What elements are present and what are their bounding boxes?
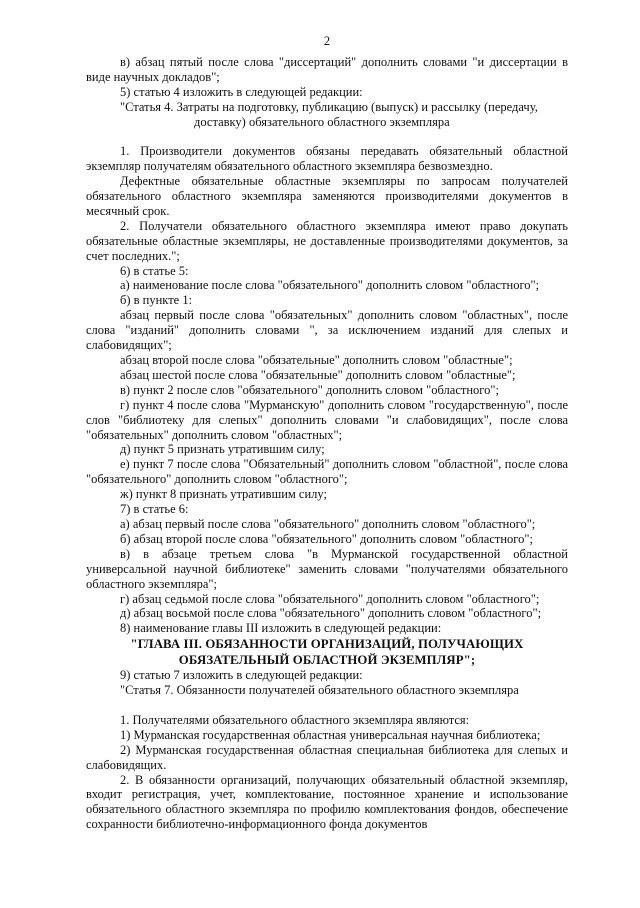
paragraph-item-5: 5) статью 4 изложить в следующей редакции: (120, 84, 363, 99)
paragraph-7g: г) абзац седьмой после слова "обязательного" дополнить словом "областного"; (120, 591, 540, 606)
article-4-clause-2: 2. Получатели обязательного областного экземпляра имеют право докупать обязательные областные экземпляры, не доставленные производителями документов, за счет последних."; (86, 218, 568, 263)
article-7-clause-2: 2. В обязанности организаций, получающих обязательный областной экземпляр, входит регистрация, учет, комплектование, постоянное хранение и использование обязательного областного экземпляра по профилю комплектования фондов, обеспечение сохранности библиотечно-информационного фонда документов (86, 772, 568, 832)
paragraph-6a: а) наименование после слова "обязательного" дополнить словом "областного"; (120, 278, 540, 293)
article-4-defective-copies: Дефектные обязательные областные экземпляры по запросам получателей обязательного областного экземпляра заменяются производителями документов в месячный срок. (86, 174, 568, 218)
paragraph-7d: д) абзац восьмой после слова "обязательного" дополнить словом "областного"; (120, 606, 542, 621)
article-7-recipient-1: 1) Мурманская государственная областная универсальная научная библиотека; (120, 727, 541, 742)
article-4-title-line-1: "Статья 4. Затраты на подготовку, публикацию (выпуск) и рассылку (передачу, (120, 99, 538, 114)
paragraph-item-9: 9) статью 7 изложить в следующей редакции: (120, 668, 363, 683)
paragraph-7a: а) абзац первый после слова "обязательного" дополнить словом "областного"; (120, 516, 536, 531)
article-4-title (86, 100, 568, 130)
article-7-recipient-2: 2) Мурманская государственная областная специальная библиотека для слепых и слабовидящих. (86, 742, 568, 772)
article-7-title: "Статья 7. Обязанности получателей обязательного областного экземпляра (120, 683, 519, 698)
paragraph-7v: в) в абзаце третьем слова "в Мурманской государственной областной универсальной научной библиотеке" заменить словами "получателями обязательного областного экземпляра"; (86, 546, 568, 591)
paragraph-item-6: 6) в статье 5: (120, 263, 189, 278)
paragraph-item-8: 8) наименование главы III изложить в следующей редакции: (120, 621, 442, 636)
paragraph-3v: в) абзац пятый после слова "диссертаций" дополнить словами "и диссертации в виде научных докладов"; (86, 54, 568, 84)
paragraph-item-7: 7) в статье 6: (120, 502, 189, 517)
paragraph-6b-second: абзац второй после слова "обязательные" дополнить словом "областные"; (120, 353, 513, 368)
article-4-title-line-2: доставку) обязательного областного экземпляра (194, 114, 450, 129)
paragraph-6b-first: абзац первый после слова "обязательных" дополнить словом "областных", после слова "изданий" дополнить словами ", за исключением изданий для слепых и слабовидящих"; (86, 308, 568, 353)
chapter-3-heading: "ГЛАВА III. ОБЯЗАННОСТИ ОРГАНИЗАЦИЙ, ПОЛУЧАЮЩИХ ОБЯЗАТЕЛЬНЫЙ ОБЛАСТНОЙ ЭКЗЕМПЛЯР"; (130, 637, 524, 668)
paragraph-6zh: ж) пункт 8 признать утратившим силу; (120, 487, 327, 502)
paragraph-6b-sixth: абзац шестой после слова "обязательные" дополнить словом "областные"; (120, 367, 516, 382)
paragraph-6b: б) в пункте 1: (120, 293, 193, 308)
paragraph-7b: б) абзац второй после слова "обязательного" дополнить словом "областного"; (120, 531, 533, 546)
article-4-clause-1: 1. Производители документов обязаны передавать обязательный областной экземпляр получателям обязательного областного экземпляра безвозмездно. (86, 144, 568, 174)
page-number: 2 (323, 34, 331, 48)
paragraph-6v: в) пункт 2 после слов "обязательного" дополнить словом "областного"; (120, 382, 499, 397)
paragraph-6e: е) пункт 7 после слова "Обязательный" дополнить словом "областной", после слова "обязательного" дополнить словом "областного"; (86, 457, 568, 487)
paragraph-6g: г) пункт 4 после слова "Мурманскую" дополнить словом "государственную", после слов "библиотеку для слепых" дополнить словами "и слабовидящих", после слова "обязательных" дополнить словом "областных"; (86, 397, 568, 442)
paragraph-6d: д) пункт 5 признать утратившим силу; (120, 442, 325, 457)
article-7-clause-1: 1. Получателями обязательного областного экземпляра являются: (120, 712, 470, 727)
